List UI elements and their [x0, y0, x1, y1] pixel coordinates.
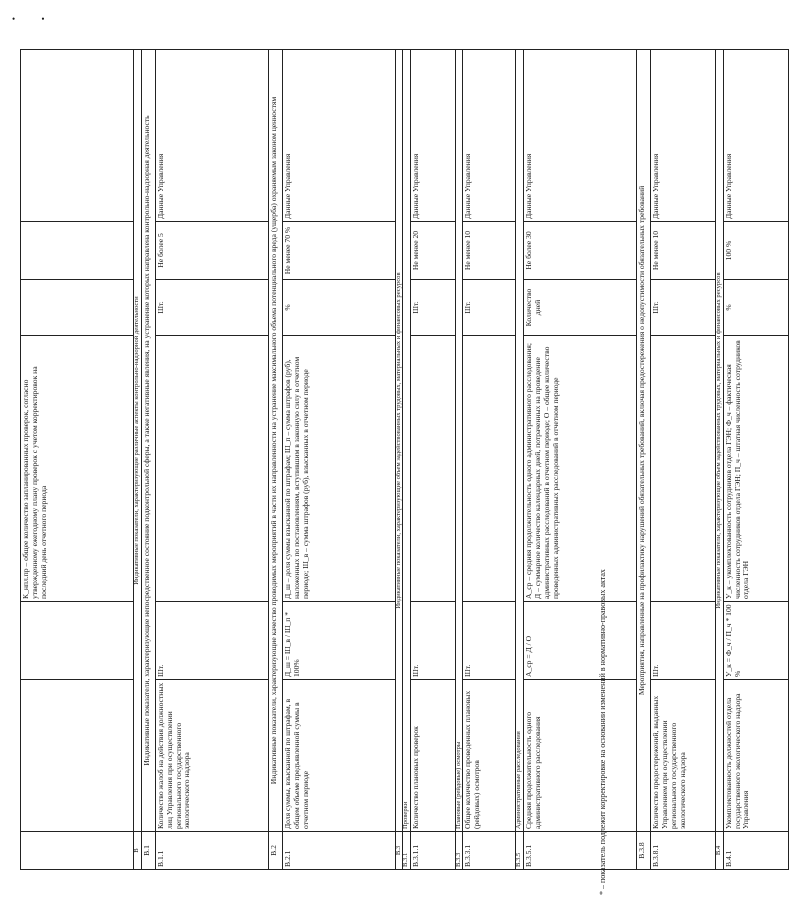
subsection-code: В.3.1	[403, 832, 411, 870]
indicator-formula: Шт.	[650, 602, 715, 680]
subsection-code: В.3.5	[516, 832, 524, 870]
subsection-row	[403, 50, 411, 870]
row-code: В.3.3.1	[463, 832, 516, 870]
subsection-title: Проверки	[403, 50, 411, 832]
row-code: В.2.1	[282, 832, 395, 870]
table-row	[463, 50, 516, 870]
indicator-unit: Шт.	[650, 280, 715, 336]
indicator-unit: Шт.	[155, 280, 268, 336]
indicator-target: Не более 5	[155, 222, 268, 280]
table-row	[21, 50, 134, 870]
section-code: В	[134, 832, 142, 870]
indicator-comment: А_ср – средняя продолжительность одного административного расследования; Д – суммарное количество календарных дней, потраченных на проведение административных расследований в отчетном периоде; О – общее количество проведенных административных расследований в отчетном периоде	[523, 336, 636, 602]
indicator-name: Общее количество проведенных плановых (рейдовых) осмотров	[463, 680, 516, 832]
formula-explanation: К_нпл.пр – общее количество запланированных проверок, согласно утвержденному ежегодному плану проверок с учетом корректировок на последний день отчетного периода	[21, 336, 134, 602]
table-row	[155, 50, 268, 870]
indicator-source: Данные Управления	[723, 50, 788, 222]
subsection-code: В.3.3	[455, 832, 463, 870]
indicator-unit: Количество дней	[523, 280, 636, 336]
indicator-formula: А_ср = Д / О	[523, 602, 636, 680]
section-title: Индикативные показатели, характеризующие непосредственное состояние подконтрольной сферы, а также негативные явления, на устранение которых направлена контрольно-надзорная деятельность	[141, 50, 155, 832]
subsection-title: Плановые (рейдовые) осмотры	[455, 50, 463, 832]
row-code: В.4.1	[723, 832, 788, 870]
indicator-target: Не более 30	[523, 222, 636, 280]
indicator-name: Количество плановых проверок	[410, 680, 455, 832]
indicator-unit: Шт.	[463, 280, 516, 336]
indicator-comment	[463, 336, 516, 602]
section-title: Индикативные показатели, характеризующие различные аспекты контрольно-надзорной деятельности	[134, 50, 142, 832]
indicator-formula: Шт.	[410, 602, 455, 680]
indicator-name: Количество предостережений, выданных Управлением при осуществлении регионального государственного экологического надзора	[650, 680, 715, 832]
indicator-source: Данные Управления	[282, 50, 395, 222]
indicator-comment	[410, 336, 455, 602]
indicator-unit: Шт.	[410, 280, 455, 336]
table-row	[410, 50, 455, 870]
indicator-target: Не менее 70 %	[282, 222, 395, 280]
indicator-formula: У_к = Ф_ч / П_ч * 100 %	[723, 602, 788, 680]
section-title: Индикативные показатели, характеризующие качество проводимых мероприятий в части их направленности на устранение максимального объема потенциального вреда (ущерба) охраняемым законом ценностям	[268, 50, 282, 832]
footnote: * – показатель подлежит корректировке на основании изменений в нормативно-правовых актах	[598, 569, 607, 895]
indicator-comment: У_к – укомплектованность сотрудников отдела ГЭН; Ф_ч – фактическая численность сотрудников отдела ГЭН; П_ч – штатная численность сотрудников отдела ГЭН	[723, 336, 788, 602]
indicator-target: Не менее 10	[650, 222, 715, 280]
section-row	[636, 50, 650, 870]
indicator-comment	[650, 336, 715, 602]
indicator-source: Данные Управления	[463, 50, 516, 222]
section-title: Индикативные показатели, характеризующие объем задействованных трудовых, материальных и финансовых ресурсов	[395, 50, 403, 832]
section-code: В.4	[715, 832, 723, 870]
indicator-source: Данные Управления	[523, 50, 636, 222]
indicator-name: Средняя продолжительность одного административного расследования	[523, 680, 636, 832]
indicator-source: Данные Управления	[410, 50, 455, 222]
indicator-unit: %	[282, 280, 395, 336]
section-title: Мероприятия, направленные на профилактику нарушений обязательных требований, включая предостережения о недопустимости обязательных требований	[636, 50, 650, 832]
row-code: В.1.1	[155, 832, 268, 870]
row-code: В.3.1.1	[410, 832, 455, 870]
indicator-name: Количество жалоб на действия должностных лиц Управления при осуществлении регионального государственного экологического надзора	[155, 680, 268, 832]
section-code: В.1	[141, 832, 155, 870]
indicator-comment: Д_ш – доля суммы взысканной по штрафам; Ш_п – сумма штрафов (руб), наложенных по постановлениям, вступившим в законную силу в отчетном периоде; Ш_в – сумма штрафов (руб), взысканных в отчетном периоде	[282, 336, 395, 602]
table-row	[282, 50, 395, 870]
row-code: В.3.8.1	[650, 832, 715, 870]
indicator-target: Не менее 20	[410, 222, 455, 280]
indicator-source: Данные Управления	[155, 50, 268, 222]
section-title: Индикативные показатели, характеризующие объем задействованных трудовых, материальных и финансовых ресурсов	[715, 50, 723, 832]
indicator-unit: %	[723, 280, 788, 336]
subsection-row	[516, 50, 524, 870]
corner-marks: • •	[12, 14, 57, 24]
indicator-name: Укомплектованность должностей отдела государственного экологического надзора Управления	[723, 680, 788, 832]
indicator-formula: Д_ш = Ш_в / Ш_п * 100%	[282, 602, 395, 680]
section-row	[268, 50, 282, 870]
indicator-name: Доля суммы, взысканной по штрафам, в общем объеме предъявленной суммы в отчетном периоде	[282, 680, 395, 832]
row-code: В.3.5.1	[523, 832, 636, 870]
section-row	[715, 50, 723, 870]
indicator-formula: Шт.	[463, 602, 516, 680]
section-code: В.3.8	[636, 832, 650, 870]
subsection-row	[455, 50, 463, 870]
rotated-page	[20, 50, 789, 870]
indicator-source: Данные Управления	[650, 50, 715, 222]
table-row	[723, 50, 788, 870]
section-row	[134, 50, 142, 870]
section-code: В.3	[395, 832, 403, 870]
section-row	[395, 50, 403, 870]
indicator-target: 100 %	[723, 222, 788, 280]
table-row	[650, 50, 715, 870]
subsection-title: Административные расследования	[516, 50, 524, 832]
section-row	[141, 50, 155, 870]
indicator-table	[20, 49, 789, 870]
section-code: В.2	[268, 832, 282, 870]
table-row	[523, 50, 636, 870]
indicator-target: Не менее 10	[463, 222, 516, 280]
indicator-formula: Шт.	[155, 602, 268, 680]
indicator-comment	[155, 336, 268, 602]
